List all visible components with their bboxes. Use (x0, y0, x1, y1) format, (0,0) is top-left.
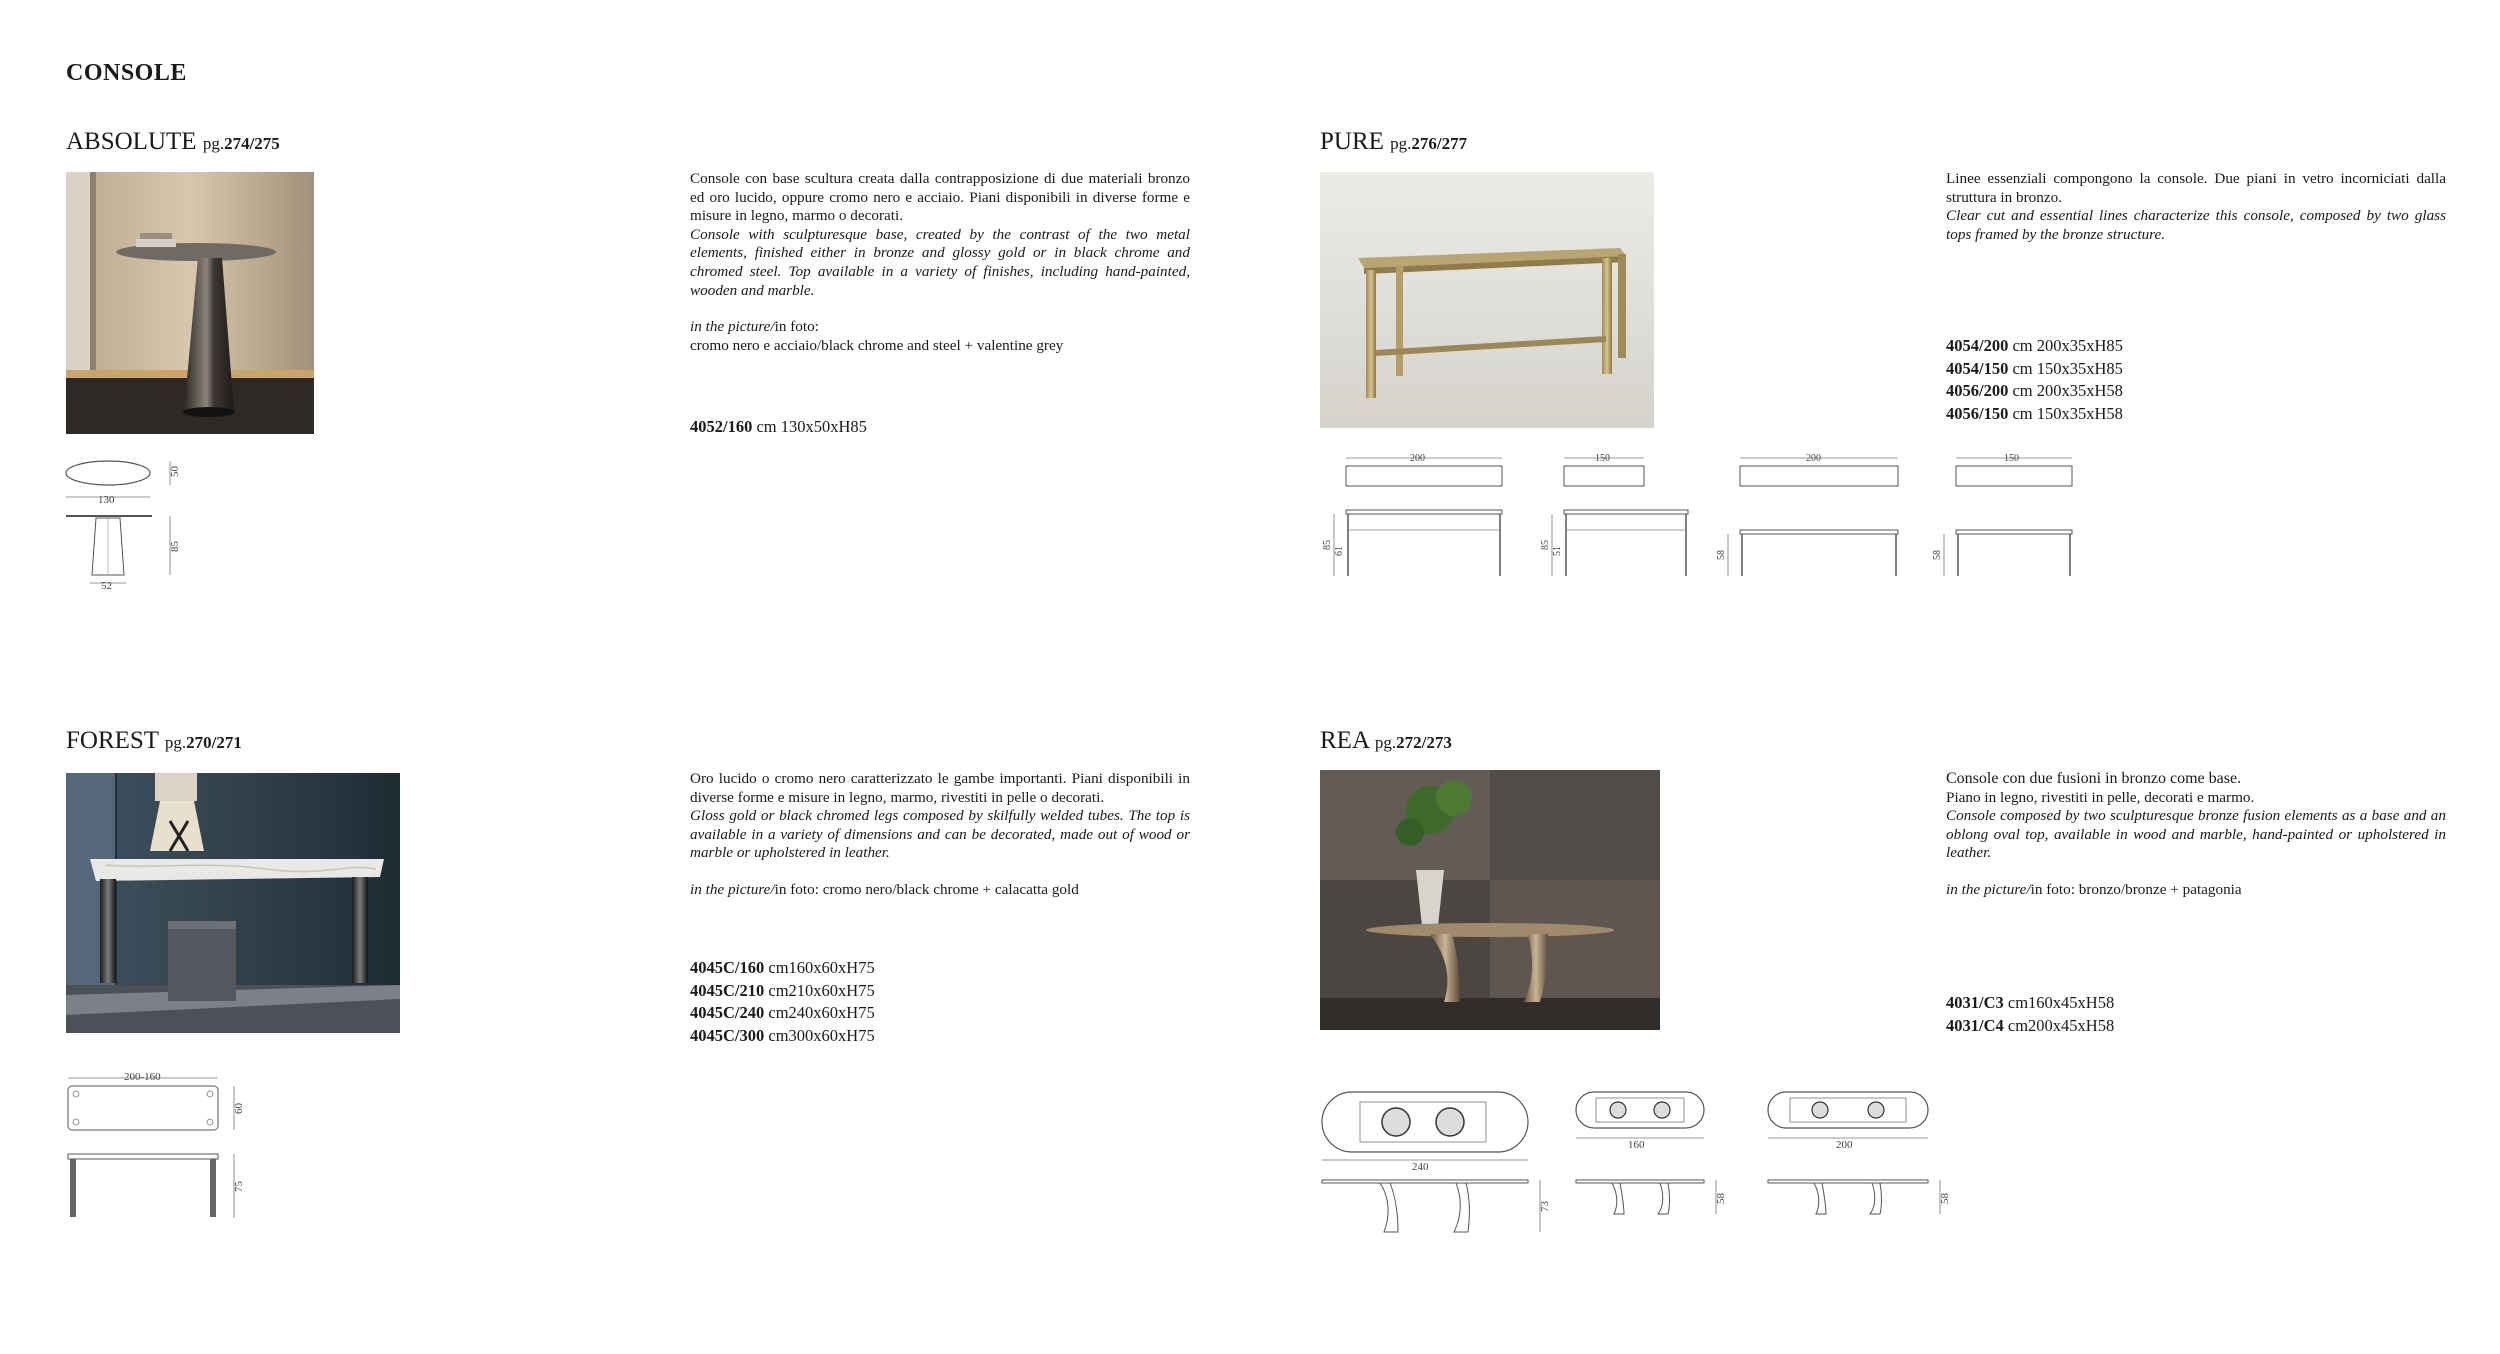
description-english: Gloss gold or black chromed legs composed by skilfully welded tubes. The top is available in a variety of dimensions and can be decorated, made out of wood or marble or upholstered in leather. (690, 807, 1190, 862)
dim-width-200: 200 (1410, 453, 1425, 464)
dim-height-61: 61 (1334, 546, 1345, 556)
product-photo-rea (1320, 770, 1660, 1030)
codes-forest (690, 957, 875, 1047)
dim-base: 52 (101, 580, 112, 592)
description-italian: Console con base scultura creata dalla contrapposizione di due materiali bronzo ed oro lucido, oppure cromo nero e acciaio. Piani disponibili in diverse forme e misure in legno, marmo o decorati. (690, 170, 1190, 225)
product-title-rea (1320, 727, 1452, 755)
description-italian-2: Piano in legno, rivestiti in pelle, decorati e marmo. (1946, 788, 2255, 806)
product-photo-pure (1320, 172, 1654, 428)
code-row: 4052/160 cm 130x50xH85 (690, 417, 867, 436)
dim-height: 75 (233, 1181, 245, 1192)
dim-height-58: 58 (1715, 1193, 1727, 1204)
technical-drawings-pure (1316, 452, 2096, 582)
section-title: CONSOLE (66, 60, 187, 86)
dim-height-51: 51 (1552, 546, 1563, 556)
technical-drawing-absolute (60, 455, 190, 595)
technical-drawings-rea (1320, 1088, 1980, 1238)
product-title-forest (66, 727, 242, 755)
dim-width-240: 240 (1412, 1161, 1429, 1173)
dim-height-85: 85 (1322, 540, 1333, 550)
description-english: Console composed by two sculpturesque bronze fusion elements as a base and an oblong oval top, available in wood and marble, hand-painted or upholstered in leather. (1946, 807, 2446, 862)
picture-caption: in the picture/in foto: cromo nero/black chrome + calacatta gold (690, 880, 1079, 898)
page-ref: pg.276/277 (1390, 134, 1468, 153)
code-row: 4045C/160 cm160x60xH75 (690, 958, 875, 977)
picture-caption: in the picture/in foto: bronzo/bronze + patagonia (1946, 880, 2242, 898)
product-name: PURE (1320, 128, 1384, 155)
description-italian-1: Console con due fusioni in bronzo come base. (1946, 770, 2242, 787)
product-photo-forest (66, 773, 400, 1033)
code-row: 4045C/300 cm300x60xH75 (690, 1025, 875, 1045)
product-name: FOREST (66, 727, 159, 754)
description-absolute (690, 170, 1190, 355)
dim-width-200: 200 (1836, 1139, 1853, 1151)
code-row: 4031/C3 cm160x45xH58 (1946, 993, 2115, 1012)
code-row: 4045C/210 cm210x60xH75 (690, 980, 875, 1000)
picture-caption-value: cromo nero e acciaio/black chrome and steel + valentine grey (690, 336, 1064, 354)
page-ref: pg.272/273 (1374, 733, 1452, 752)
product-name: ABSOLUTE (66, 128, 197, 155)
dim-height-73: 73 (1539, 1201, 1551, 1212)
description-english: Console with sculpturesque base, created by the contrast of the two metal elements, finished either in bronze and glossy gold or in black chrome and chromed steel. Top available in a variety of finishes, including hand-painted, wooden and marble. (690, 225, 1190, 299)
dim-width: 200-160 (124, 1071, 161, 1083)
description-rea (1946, 770, 2446, 900)
dim-width-200-b: 200 (1806, 453, 1821, 464)
dim-height: 85 (169, 541, 181, 552)
code-row: 4056/150 cm 150x35xH58 (1946, 403, 2123, 423)
dim-height-58-b: 58 (1932, 550, 1943, 560)
dim-width-160: 160 (1628, 1139, 1645, 1151)
dim-width-150-b: 150 (2004, 453, 2019, 464)
product-photo-absolute (66, 172, 314, 434)
codes-pure (1946, 335, 2123, 425)
code-row: 4054/200 cm 200x35xH85 (1946, 336, 2123, 355)
code-row: 4054/150 cm 150x35xH85 (1946, 358, 2123, 378)
dim-width: 130 (98, 494, 115, 506)
technical-drawing-forest (60, 1068, 260, 1228)
description-forest (690, 770, 1190, 900)
description-italian: Linee essenziali compongono la console. Due piani in vetro incorniciati dalla struttura in bronzo. (1946, 170, 2446, 206)
dim-height-58: 58 (1716, 550, 1727, 560)
code-row: 4031/C4 cm200x45xH58 (1946, 1015, 2115, 1035)
dim-height-58-b: 58 (1939, 1193, 1951, 1204)
code-row: 4056/200 cm 200x35xH58 (1946, 381, 2123, 400)
description-english: Clear cut and essential lines characterize this console, composed by two glass tops framed by the bronze structure. (1946, 207, 2446, 243)
dim-width-150: 150 (1595, 453, 1610, 464)
dim-height-85-b: 85 (1540, 540, 1551, 550)
product-name: REA (1320, 727, 1369, 754)
product-title-absolute (66, 128, 280, 156)
dim-depth: 50 (169, 466, 181, 477)
description-pure (1946, 170, 2446, 244)
code-row: 4045C/240 cm240x60xH75 (690, 1003, 875, 1022)
codes-absolute (690, 416, 867, 439)
page-ref: pg.274/275 (202, 134, 280, 153)
dim-depth: 60 (233, 1103, 245, 1114)
codes-rea (1946, 992, 2114, 1037)
picture-caption: in the picture/in foto: (690, 318, 819, 336)
page-ref: pg.270/271 (164, 733, 242, 752)
description-italian: Oro lucido o cromo nero caratterizzato le gambe importanti. Piani disponibili in diverse forme e misure in legno, marmo, rivestiti in pelle o decorati. (690, 770, 1190, 806)
product-title-pure (1320, 128, 1467, 156)
